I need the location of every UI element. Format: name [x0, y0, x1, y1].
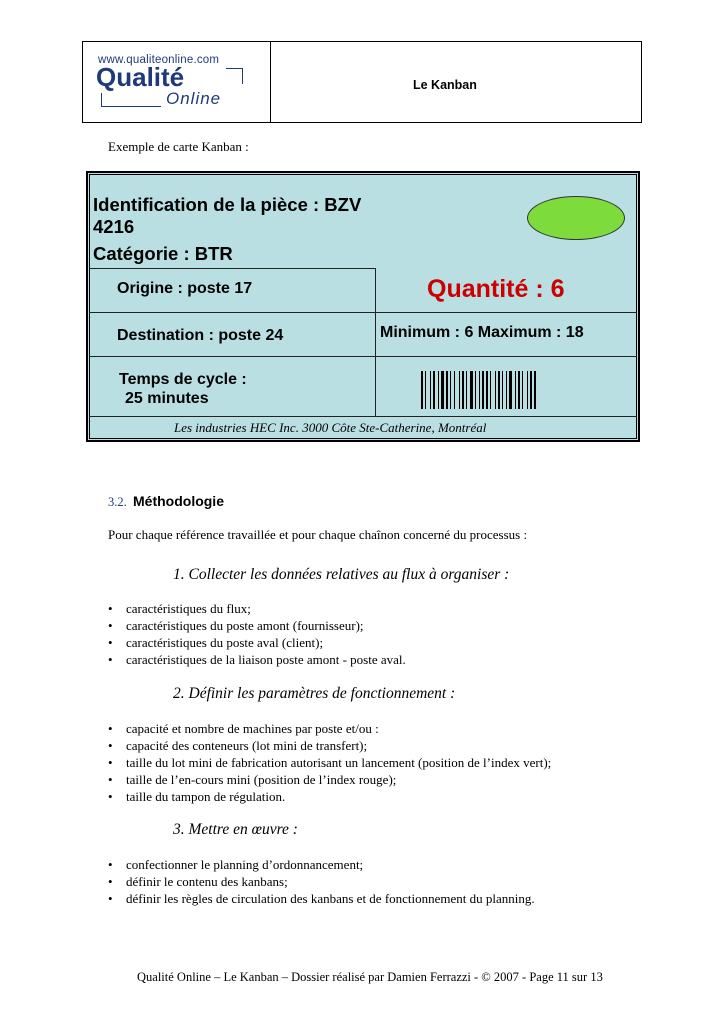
- barcode-bar: [530, 371, 532, 409]
- barcode-bar: [462, 371, 464, 409]
- barcode-bar: [522, 371, 523, 409]
- card-temps-cycle-value: 25 minutes: [125, 390, 209, 407]
- card-origine: Origine : poste 17: [117, 280, 253, 297]
- barcode-bar: [506, 371, 507, 409]
- list-item: • caractéristiques du poste amont (fournisseur);: [108, 617, 406, 634]
- section-number: 3.2.: [108, 495, 127, 509]
- barcode-bar: [438, 371, 439, 409]
- barcode-bar: [490, 371, 491, 409]
- list-item: • taille du lot mini de fabrication autorisant un lancement (position de l’index vert);: [108, 754, 551, 771]
- logo-brand-sub: Online: [166, 89, 222, 108]
- barcode-bar: [479, 371, 480, 409]
- header-title: Le Kanban: [413, 78, 477, 92]
- section-intro: Pour chaque référence travaillée et pour chaque chaînon concerné du processus :: [108, 527, 528, 542]
- barcode-bar: [470, 371, 473, 409]
- barcode-bar: [466, 371, 467, 409]
- barcode-bar: [495, 371, 496, 409]
- step-heading: 2. Définir les paramètres de fonctionnement :: [173, 685, 456, 702]
- barcode-bar: [421, 371, 423, 409]
- card-identification: [93, 194, 361, 238]
- list-item: • caractéristiques de la liaison poste amont - poste aval.: [108, 651, 406, 668]
- logo-decoration: [101, 106, 161, 107]
- card-temps-cycle-label: Temps de cycle :: [119, 371, 247, 388]
- card-categorie: Catégorie : BTR: [93, 243, 233, 264]
- list-item: • capacité des conteneurs (lot mini de transfert);: [108, 737, 551, 754]
- barcode-bar: [482, 371, 484, 409]
- card-quantite: Quantité : 6: [427, 275, 565, 303]
- barcode-bar: [433, 371, 435, 409]
- header-divider: [270, 41, 271, 123]
- logo-brand-main: Qualité: [96, 62, 185, 92]
- list-item: • confectionner le planning d’ordonnancement;: [108, 856, 535, 873]
- step-list: [108, 856, 535, 907]
- logo-decoration: [101, 93, 102, 107]
- step-list: [108, 600, 406, 668]
- section-title: Méthodologie: [133, 493, 224, 509]
- barcode-bar: [475, 371, 476, 409]
- barcode-bar: [446, 371, 448, 409]
- barcode-bar: [527, 371, 528, 409]
- intro-text: Exemple de carte Kanban :: [108, 139, 249, 154]
- card-divider: [89, 356, 637, 357]
- logo-decoration: [226, 68, 243, 69]
- barcode-bar: [518, 371, 520, 409]
- green-indicator-oval: [527, 196, 625, 240]
- card-divider: [375, 268, 376, 312]
- barcode-bar: [450, 371, 451, 409]
- barcode-bar: [498, 371, 500, 409]
- card-divider: [375, 356, 376, 416]
- logo-decoration: [242, 68, 243, 84]
- barcode-bar: [502, 371, 503, 409]
- card-min-max: Minimum : 6 Maximum : 18: [380, 324, 584, 341]
- barcode-bar: [441, 371, 444, 409]
- list-item: • définir le contenu des kanbans;: [108, 873, 535, 890]
- barcode-bar: [430, 371, 431, 409]
- list-item: • taille de l’en-cours mini (position de l’index rouge);: [108, 771, 551, 788]
- card-divider: [375, 312, 376, 356]
- barcode-bar: [486, 371, 488, 409]
- card-divider: [89, 268, 375, 269]
- logo-url: www.qualiteonline.com: [98, 54, 220, 66]
- step-heading: 3. Mettre en œuvre :: [173, 821, 298, 838]
- barcode-bar: [459, 371, 460, 409]
- card-destination: Destination : poste 24: [117, 327, 284, 344]
- list-item: • caractéristiques du flux;: [108, 600, 406, 617]
- barcode-bar: [534, 371, 536, 409]
- card-identification-line2: 4216: [93, 216, 135, 237]
- page-footer: Qualité Online – Le Kanban – Dossier réalisé par Damien Ferrazzi - © 2007 - Page 11 sur 13: [137, 970, 603, 984]
- barcode-bar: [454, 371, 455, 409]
- barcode-image: [421, 371, 593, 409]
- barcode-bar: [509, 371, 512, 409]
- step-list: [108, 720, 551, 805]
- barcode-bar: [515, 371, 516, 409]
- list-item: • définir les règles de circulation des kanbans et de fonctionnement du planning.: [108, 890, 535, 907]
- list-item: • taille du tampon de régulation.: [108, 788, 551, 805]
- barcode-bar: [425, 371, 426, 409]
- card-divider: [89, 416, 637, 417]
- card-divider: [89, 312, 637, 313]
- step-heading: 1. Collecter les données relatives au flux à organiser :: [173, 566, 510, 583]
- list-item: • caractéristiques du poste aval (client);: [108, 634, 406, 651]
- card-identification-line1: Identification de la pièce : BZV: [93, 194, 362, 215]
- card-company: Les industries HEC Inc. 3000 Côte Ste-Catherine, Montréal: [174, 420, 487, 435]
- list-item: • capacité et nombre de machines par poste et/ou :: [108, 720, 551, 737]
